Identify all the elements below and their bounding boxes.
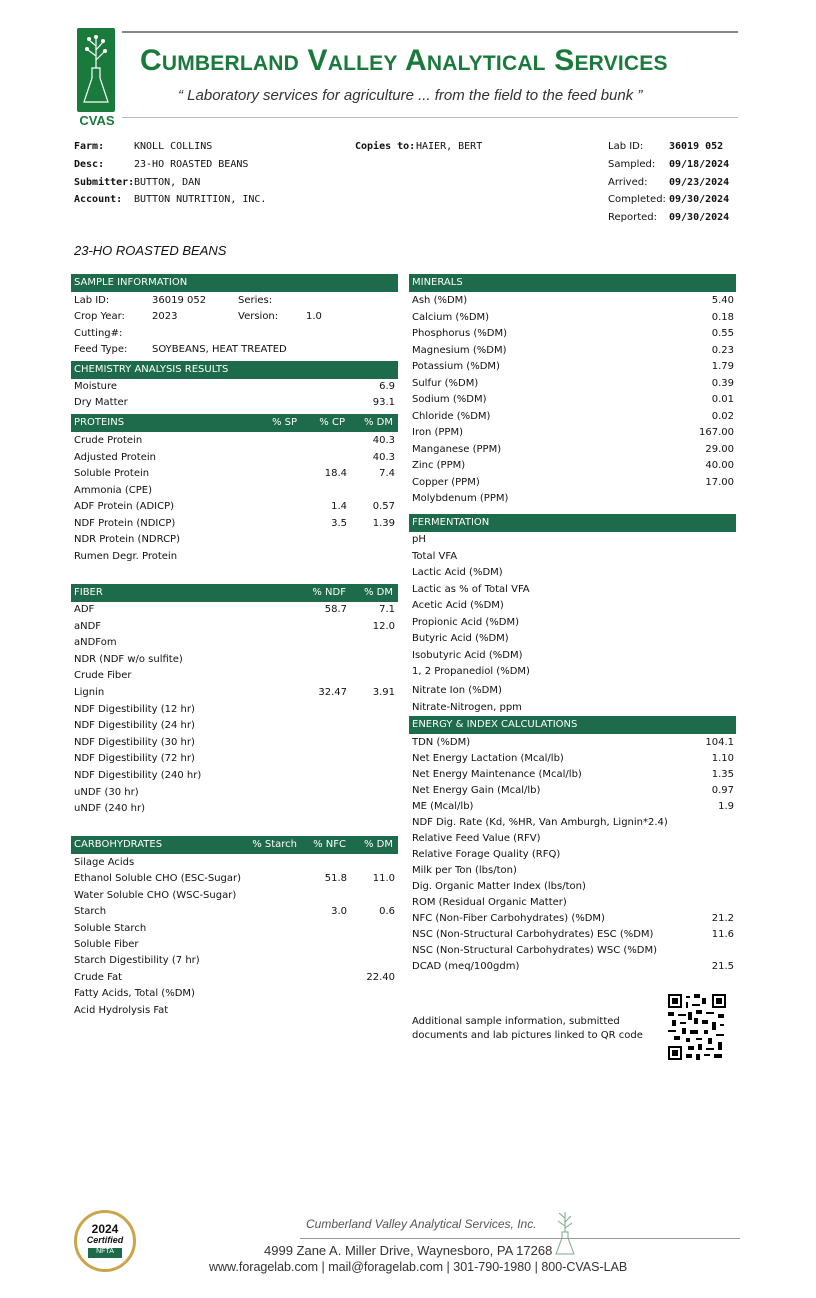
submitter-value: BUTTON, DAN <box>134 177 201 188</box>
completed-label: Completed: <box>608 194 666 205</box>
row-label: Starch Digestibility (7 hr) <box>74 955 200 967</box>
carb-row <box>74 906 395 922</box>
energy-row <box>412 945 734 961</box>
row-value: 21.2 <box>711 913 734 924</box>
row-label: uNDF (30 hr) <box>74 786 139 798</box>
row-label: Molybdenum (PPM) <box>412 493 509 504</box>
row-label: Moisture <box>74 381 118 392</box>
row-label: Potassium (%DM) <box>412 361 500 372</box>
arrived-label: Arrived: <box>608 177 648 188</box>
row-label: NDF Digestibility (30 hr) <box>74 736 195 748</box>
mineral-row <box>412 427 734 443</box>
row-label: Dry Matter <box>74 397 128 408</box>
carb-row <box>74 857 395 873</box>
row-label: NSC (Non-Structural Carbohydrates) WSC (%DM) <box>412 945 658 956</box>
copies-value: HAIER, BERT <box>416 141 483 152</box>
row-value: 6.9 <box>379 381 395 392</box>
row-label: TDN (%DM) <box>412 737 471 748</box>
completed-value: 09/30/2024 <box>669 194 730 205</box>
carb-row <box>74 873 395 889</box>
row-label: Milk per Ton (lbs/ton) <box>412 865 517 876</box>
carb-row <box>74 1005 395 1021</box>
carb-row <box>74 955 395 971</box>
footer-rule <box>300 1238 740 1239</box>
fiber-row <box>74 720 395 736</box>
row-value: 3.91 <box>372 687 395 698</box>
row-label: uNDF (240 hr) <box>74 803 145 815</box>
sample-info-row: Feed Type: SOYBEANS, HEAT TREATED <box>74 344 287 355</box>
protein-row <box>74 468 395 484</box>
row-value: 32.47 <box>318 687 347 698</box>
row-value: 0.55 <box>711 328 734 339</box>
reported-value: 09/30/2024 <box>669 212 730 223</box>
row-label: Sulfur (%DM) <box>412 377 479 389</box>
row-label: Sodium (%DM) <box>412 394 487 405</box>
row-value: 0.18 <box>711 311 734 323</box>
protein-row <box>74 501 395 517</box>
row-value: 1.4 <box>331 501 347 512</box>
header-rule-bottom <box>122 117 738 118</box>
energy-row <box>412 801 734 817</box>
fiber-row <box>74 803 395 819</box>
row-label: Total VFA <box>412 550 458 562</box>
row-label: NDF Digestibility (12 hr) <box>74 703 195 715</box>
row-label: Starch <box>74 906 107 918</box>
row-label: NDF Digestibility (24 hr) <box>74 720 195 732</box>
fermentation-row <box>412 633 734 649</box>
mineral-row <box>412 295 734 311</box>
row-value: 7.1 <box>379 604 395 615</box>
row-label: NDF Digestibility (72 hr) <box>74 753 195 765</box>
reported-label: Reported: <box>608 212 658 223</box>
row-label: Relative Forage Quality (RFQ) <box>412 849 561 860</box>
row-label: Ethanol Soluble CHO (ESC-Sugar) <box>74 873 242 885</box>
row-label: NDF Digestibility (240 hr) <box>74 770 202 781</box>
energy-row <box>412 769 734 785</box>
carb-row <box>74 988 395 1004</box>
mineral-row <box>412 444 734 460</box>
energy-row <box>412 897 734 913</box>
fiber-row <box>74 621 395 637</box>
chem-row <box>74 381 395 397</box>
row-value: 21.5 <box>711 961 734 972</box>
row-label: Net Energy Gain (Mcal/lb) <box>412 785 541 796</box>
row-label: Lactic as % of Total VFA <box>412 583 530 595</box>
energy-row <box>412 961 734 977</box>
fiber-row <box>74 670 395 686</box>
protein-row <box>74 435 395 451</box>
sample-info-row: Lab ID: 36019 052 Series: <box>74 295 273 306</box>
row-label: Lignin <box>74 687 105 698</box>
row-value: 12.0 <box>372 620 395 632</box>
row-value: 17.00 <box>705 476 734 488</box>
sample-title: 23-HO ROASTED BEANS <box>74 243 227 258</box>
fermentation-row <box>412 650 734 666</box>
logo-text: CVAS <box>79 113 115 128</box>
row-label: ROM (Residual Organic Matter) <box>412 897 567 908</box>
row-label: Nitrate Ion (%DM) <box>412 685 502 696</box>
carb-row <box>74 890 395 906</box>
qr-note-line-2: documents and lab pictures linked to QR code <box>412 1030 643 1041</box>
row-label: Soluble Starch <box>74 922 147 934</box>
row-label: Soluble Fiber <box>74 939 139 950</box>
fermentation-row <box>412 617 734 633</box>
energy-row <box>412 929 734 945</box>
desc-value: 23-HO ROASTED BEANS <box>134 159 249 170</box>
row-label: Crude Fiber <box>74 670 132 682</box>
row-label: Chloride (%DM) <box>412 410 491 422</box>
tagline: “ Laboratory services for agriculture ... from the field to the feed bunk ” <box>178 87 643 104</box>
company-name: Cumberland Valley Analytical Services <box>140 44 668 77</box>
energy-header: ENERGY & INDEX CALCULATIONS <box>409 716 736 734</box>
row-value: 93.1 <box>372 397 395 408</box>
row-label: Calcium (%DM) <box>412 311 490 323</box>
row-label: Crude Protein <box>74 435 143 446</box>
row-label: Iron (PPM) <box>412 427 463 438</box>
fiber-row <box>74 637 395 653</box>
fermentation-header: FERMENTATION <box>409 514 736 532</box>
row-label: Dig. Organic Matter Index (lbs/ton) <box>412 881 586 892</box>
minerals-header: MINERALS <box>409 274 736 292</box>
fiber-row <box>74 770 395 786</box>
row-label: NDR Protein (NDRCP) <box>74 534 180 545</box>
footer-company: Cumberland Valley Analytical Services, Inc. <box>306 1217 537 1231</box>
fiber-row <box>74 704 395 720</box>
badge-nfta: NFTA <box>88 1248 122 1258</box>
row-label: Magnesium (%DM) <box>412 344 507 356</box>
mineral-row <box>412 361 734 377</box>
row-label: ADF <box>74 604 95 615</box>
row-label: Net Energy Lactation (Mcal/lb) <box>412 753 564 764</box>
copies-label: Copies to: <box>355 141 416 152</box>
farm-label: Farm: <box>74 141 105 152</box>
row-value: 1.39 <box>372 517 395 529</box>
row-value: 0.02 <box>711 410 734 422</box>
sample-info-header: SAMPLE INFORMATION <box>71 274 398 292</box>
row-label: NSC (Non-Structural Carbohydrates) ESC (%DM) <box>412 929 654 940</box>
sample-info-row: Crop Year: 2023 Version: 1.0 <box>74 311 322 322</box>
row-label: Phosphorus (%DM) <box>412 328 507 339</box>
energy-row <box>412 785 734 801</box>
qr-note-line-1: Additional sample information, submitted <box>412 1016 620 1027</box>
row-value: 11.6 <box>711 929 734 940</box>
chem-row <box>74 397 395 413</box>
row-value: 104.1 <box>705 737 734 748</box>
row-value: 0.6 <box>379 906 395 918</box>
row-label: NFC (Non-Fiber Carbohydrates) (%DM) <box>412 913 605 924</box>
fiber-row <box>74 737 395 753</box>
sampled-value: 09/18/2024 <box>669 159 730 170</box>
mineral-row <box>412 312 734 328</box>
energy-row <box>412 833 734 849</box>
row-value: 167.00 <box>699 427 734 438</box>
row-value: 29.00 <box>705 443 734 455</box>
fiber-row <box>74 604 395 620</box>
protein-row <box>74 534 395 550</box>
row-value: 5.40 <box>711 295 734 306</box>
row-label: Acetic Acid (%DM) <box>412 600 504 611</box>
labid-label: Lab ID: <box>608 141 644 152</box>
mineral-row <box>412 493 734 509</box>
fiber-row <box>74 787 395 803</box>
mineral-row <box>412 477 734 493</box>
mineral-row <box>412 411 734 427</box>
energy-row <box>412 865 734 881</box>
fermentation-row <box>412 534 734 550</box>
row-label: Silage Acids <box>74 857 135 868</box>
energy-row <box>412 913 734 929</box>
row-value: 3.0 <box>331 906 347 918</box>
row-label: 1, 2 Propanediol (%DM) <box>412 666 530 677</box>
account-value: BUTTON NUTRITION, INC. <box>134 194 267 205</box>
header-rule-top <box>122 31 738 33</box>
fermentation-row <box>412 567 734 583</box>
protein-row <box>74 452 395 468</box>
row-label: Propionic Acid (%DM) <box>412 616 520 628</box>
row-label: Zinc (PPM) <box>412 460 466 471</box>
row-value: 40.00 <box>705 460 734 471</box>
row-label: Ammonia (CPE) <box>74 484 152 496</box>
fiber-row <box>74 753 395 769</box>
carb-row <box>74 939 395 955</box>
fiber-row <box>74 687 395 703</box>
badge-year: 2024 <box>91 1222 119 1236</box>
fermentation-row <box>412 666 734 682</box>
row-label: Soluble Protein <box>74 468 150 479</box>
row-value: 22.40 <box>366 971 395 983</box>
footer-flask-icon <box>552 1208 578 1256</box>
row-label: Ash (%DM) <box>412 295 468 306</box>
row-label: Net Energy Maintenance (Mcal/lb) <box>412 769 582 780</box>
row-label: aNDFom <box>74 637 117 649</box>
row-value: 0.57 <box>372 501 395 512</box>
row-label: pH <box>412 534 426 545</box>
row-label: Water Soluble CHO (WSC-Sugar) <box>74 889 237 901</box>
badge-certified: Certified <box>86 1235 124 1245</box>
sample-info-row: Cutting#: <box>74 328 123 339</box>
chem-header: CHEMISTRY ANALYSIS RESULTS <box>71 361 398 379</box>
carb-row <box>74 972 395 988</box>
proteins-header: PROTEINS % SP % CP % DM <box>71 414 398 432</box>
protein-row <box>74 518 395 534</box>
row-value: 0.23 <box>711 344 734 356</box>
energy-row <box>412 881 734 897</box>
row-value: 0.39 <box>711 377 734 389</box>
sampled-label: Sampled: <box>608 159 656 170</box>
row-label: NDF Dig. Rate (Kd, %HR, Van Amburgh, Lignin*2.4) <box>412 817 668 828</box>
row-value: 7.4 <box>379 468 395 479</box>
carb-row <box>74 923 395 939</box>
row-value: 1.79 <box>711 361 734 372</box>
fermentation-row <box>412 551 734 567</box>
row-label: Lactic Acid (%DM) <box>412 567 503 578</box>
row-value: 58.7 <box>324 604 347 615</box>
protein-row <box>74 551 395 567</box>
row-label: DCAD (meq/100gdm) <box>412 961 520 972</box>
row-label: Adjusted Protein <box>74 451 156 463</box>
protein-row <box>74 485 395 501</box>
row-label: Copper (PPM) <box>412 476 480 488</box>
cvas-logo <box>77 28 115 112</box>
row-value: 40.3 <box>372 451 395 463</box>
desc-label: Desc: <box>74 159 105 170</box>
arrived-value: 09/23/2024 <box>669 177 730 188</box>
energy-row <box>412 737 734 753</box>
row-label: Isobutyric Acid (%DM) <box>412 649 523 661</box>
mineral-row <box>412 378 734 394</box>
row-label: Rumen Degr. Protein <box>74 550 178 562</box>
row-label: aNDF <box>74 620 102 632</box>
row-label: ADF Protein (ADICP) <box>74 501 175 512</box>
row-label: NDR (NDF w/o sulfite) <box>74 653 183 665</box>
row-label: Butyric Acid (%DM) <box>412 633 509 644</box>
energy-row <box>412 817 734 833</box>
row-value: 3.5 <box>331 517 347 529</box>
energy-row <box>412 849 734 865</box>
fiber-row <box>74 654 395 670</box>
row-value: 1.9 <box>718 801 734 812</box>
farm-value: KNOLL COLLINS <box>134 141 213 152</box>
row-label: Acid Hydrolysis Fat <box>74 1004 169 1016</box>
qr-code[interactable] <box>668 994 726 1060</box>
row-label: Nitrate-Nitrogen, ppm <box>412 701 522 713</box>
row-value: 40.3 <box>372 435 395 446</box>
row-label: NDF Protein (NDICP) <box>74 517 176 529</box>
row-label: Crude Fat <box>74 971 122 983</box>
mineral-row <box>412 328 734 344</box>
energy-row <box>412 753 734 769</box>
mineral-row <box>412 460 734 476</box>
row-value: 11.0 <box>372 873 395 885</box>
row-label: ME (Mcal/lb) <box>412 801 474 812</box>
labid-value: 36019 052 <box>669 141 724 152</box>
row-label: Manganese (PPM) <box>412 443 502 455</box>
row-value: 0.97 <box>711 785 734 796</box>
row-label: Fatty Acids, Total (%DM) <box>74 988 195 1000</box>
footer-address: 4999 Zane A. Miller Drive, Waynesboro, PA 17268 <box>264 1243 553 1258</box>
row-label: Relative Feed Value (RFV) <box>412 833 541 844</box>
account-label: Account: <box>74 194 123 205</box>
fiber-header: FIBER % NDF % DM <box>71 584 398 602</box>
row-value: 1.35 <box>711 769 734 780</box>
row-value: 18.4 <box>324 468 347 479</box>
row-value: 1.10 <box>711 753 734 764</box>
submitter-label: Submitter: <box>74 177 135 188</box>
mineral-row <box>412 345 734 361</box>
mineral-row <box>412 394 734 410</box>
fermentation-row <box>412 600 734 616</box>
row-value: 51.8 <box>324 873 347 885</box>
carbs-header: CARBOHYDRATES % Starch % NFC % DM <box>71 836 398 854</box>
footer-contact: www.foragelab.com | mail@foragelab.com | 301-790-1980 | 800-CVAS-LAB <box>209 1260 628 1274</box>
fermentation-row <box>412 685 734 701</box>
row-value: 0.01 <box>711 394 734 405</box>
fermentation-row <box>412 584 734 600</box>
